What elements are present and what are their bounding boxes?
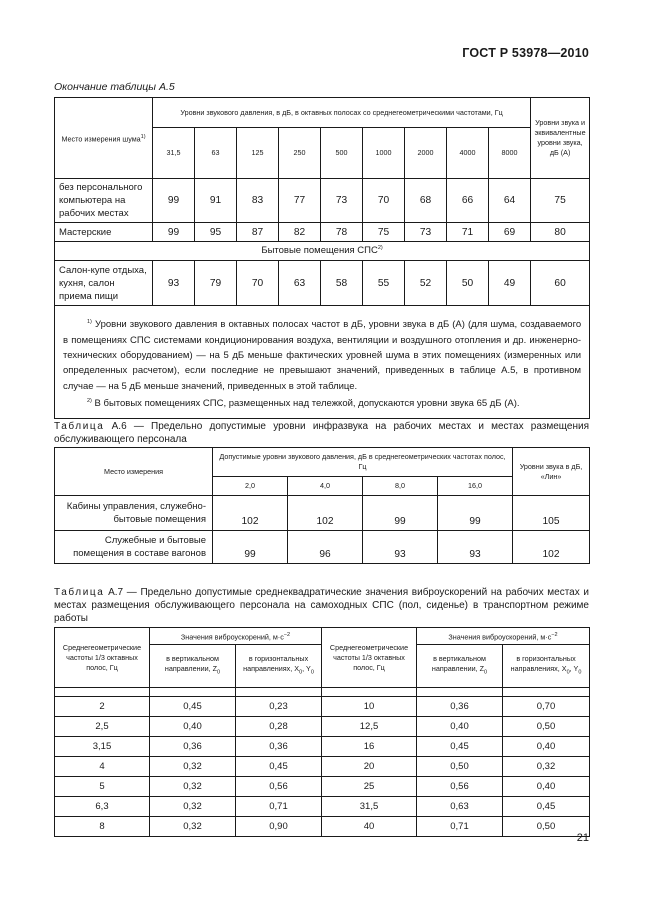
freq-cell: 31,5: [153, 128, 195, 179]
freq-cell: 250: [279, 128, 321, 179]
freq-cell: 2000: [405, 128, 447, 179]
row-label: Служебные и бытовые помещения в составе вагонов: [55, 531, 213, 564]
value-cell: 0,71: [236, 797, 322, 817]
value-cell: 82: [279, 223, 321, 242]
table-a7-caption: Таблица А.7 — Предельно допустимые среднеквадратические значения виброускорений на рабочих местах и местах размещения обслуживающего персонала на самоходных СПС (пол, сиденье) в транспортном режиме работы: [54, 587, 589, 624]
table-row: [55, 757, 590, 777]
value-cell: 99: [363, 496, 438, 531]
total-cell: 105: [513, 496, 590, 531]
freq-cell: 2,5: [55, 717, 150, 737]
table-a7-head-values-right: Значения виброускорений, $м\cdot с^{-2}$: [417, 628, 590, 645]
value-cell: 93: [363, 531, 438, 564]
value-cell: 49: [489, 261, 531, 306]
value-cell: 58: [321, 261, 363, 306]
value-cell: 91: [195, 179, 237, 223]
table-a7: [54, 627, 590, 837]
row-label: Мастерские: [55, 223, 153, 242]
value-cell: 0,40: [417, 717, 503, 737]
table-row: [55, 817, 590, 837]
table-a5: [54, 97, 590, 419]
table-row: [55, 797, 590, 817]
value-cell: 0,36: [236, 737, 322, 757]
value-cell: 0,56: [417, 777, 503, 797]
table-a7-head-horizontal: в горизонтальных направлениях, $X_0$, $Y_0$: [503, 645, 590, 688]
value-cell: 0,63: [417, 797, 503, 817]
equiv-cell: 60: [531, 261, 590, 306]
freq-cell: 8000: [489, 128, 531, 179]
value-cell: 0,45: [417, 737, 503, 757]
value-cell: 71: [447, 223, 489, 242]
value-cell: 73: [321, 179, 363, 223]
value-cell: 0,56: [236, 777, 322, 797]
table-a7-head-horizontal: в горизонтальных направлениях, $X_0$, $Y_0$: [236, 645, 322, 688]
value-cell: 78: [321, 223, 363, 242]
value-cell: 99: [153, 223, 195, 242]
value-cell: 102: [213, 496, 288, 531]
value-cell: 0,36: [150, 737, 236, 757]
value-cell: 50: [447, 261, 489, 306]
value-cell: 64: [489, 179, 531, 223]
freq-cell: 4,0: [288, 477, 363, 496]
value-cell: 0,45: [503, 797, 590, 817]
table-row: [55, 496, 590, 531]
value-cell: 0,36: [417, 697, 503, 717]
table-a6-caption: Таблица А.6 — Предельно допустимые уровни инфразвука на рабочих местах и местах размещения обслуживающего персонала: [54, 421, 590, 445]
value-cell: 0,45: [236, 757, 322, 777]
value-cell: 77: [279, 179, 321, 223]
value-cell: 0,40: [503, 737, 590, 757]
value-cell: 55: [363, 261, 405, 306]
value-cell: 0,50: [503, 717, 590, 737]
value-cell: 95: [195, 223, 237, 242]
freq-cell: 16: [322, 737, 417, 757]
value-cell: 70: [363, 179, 405, 223]
value-cell: 0,70: [503, 697, 590, 717]
table-row: [55, 261, 590, 306]
table-a6-head-total: Уровни звука в дБ, «Лин»: [513, 448, 590, 496]
freq-cell: 5: [55, 777, 150, 797]
row-label: без персонального компьютера на рабочих местах: [55, 179, 153, 223]
value-cell: 68: [405, 179, 447, 223]
table-a6: [54, 447, 590, 564]
freq-cell: 2,0: [213, 477, 288, 496]
freq-cell: 16,0: [438, 477, 513, 496]
freq-cell: 6,3: [55, 797, 150, 817]
freq-cell: 12,5: [322, 717, 417, 737]
table-a7-head-vertical: в вертикальном направлении, $Z_0$: [150, 645, 236, 688]
value-cell: 73: [405, 223, 447, 242]
table-a5-head-levels: Уровни звукового давления, в дБ, в октавных полосах со среднегеометрическими частотами, Гц: [153, 98, 531, 128]
freq-cell: 25: [322, 777, 417, 797]
value-cell: 79: [195, 261, 237, 306]
table-a7-head-values-left: Значения виброускорений, $м\cdot с^{-2}$: [150, 628, 322, 645]
standard-header: ГОСТ Р 53978—2010: [462, 46, 589, 60]
table-a7-head-freq-left: Среднегеометрические частоты 1/3 октавных полос, Гц: [55, 628, 150, 688]
value-cell: 83: [237, 179, 279, 223]
table-a6-head-levels: Допустимые уровни звукового давления, дБ в среднегеометрических частотах полос, Гц: [213, 448, 513, 477]
value-cell: 0,32: [150, 797, 236, 817]
freq-cell: 125: [237, 128, 279, 179]
value-cell: 69: [489, 223, 531, 242]
value-cell: 99: [438, 496, 513, 531]
table-a7-head-vertical: в вертикальном направлении, $Z_0$: [417, 645, 503, 688]
value-cell: 93: [153, 261, 195, 306]
table-row: [55, 223, 590, 242]
value-cell: 0,40: [503, 777, 590, 797]
equiv-cell: 80: [531, 223, 590, 242]
value-cell: 96: [288, 531, 363, 564]
value-cell: 0,40: [150, 717, 236, 737]
freq-cell: 1000: [363, 128, 405, 179]
freq-cell: 40: [322, 817, 417, 837]
footnote-1: $^{1)}$ Уровни звукового давления в октавных полосах частот в дБ, уровни звука в дБ (А) (для шума, создаваемого в помещениях СПС системами кондиционирования воздуха, вентиляции и воздушного отопления и др. инженерно-технических оборудованием) — на 5 дБ меньше фактических уровней шума в этих помещениях (измеренных или определенных расчетом), если последние не превышают значений, приведенных в таблице А.5, в противном случае — на 5 дБ меньше значений, приведенных в этой таблице.: [63, 319, 582, 392]
table-row: [55, 697, 590, 717]
value-cell: 0,71: [417, 817, 503, 837]
table-a6-head-place: Место измерения: [55, 448, 213, 496]
value-cell: 70: [237, 261, 279, 306]
value-cell: 93: [438, 531, 513, 564]
value-cell: 0,32: [150, 777, 236, 797]
freq-cell: 31,5: [322, 797, 417, 817]
freq-cell: 3,15: [55, 737, 150, 757]
value-cell: 0,32: [150, 757, 236, 777]
value-cell: 52: [405, 261, 447, 306]
value-cell: 0,50: [503, 817, 590, 837]
value-cell: 75: [363, 223, 405, 242]
table-row: [55, 777, 590, 797]
freq-cell: 20: [322, 757, 417, 777]
freq-cell: 4: [55, 757, 150, 777]
value-cell: 87: [237, 223, 279, 242]
table-row: [55, 179, 590, 223]
freq-cell: 8: [55, 817, 150, 837]
table-a5-head-equiv: Уровни звука и эквивалентные уровни звука, дБ (А): [531, 98, 590, 179]
freq-cell: 4000: [447, 128, 489, 179]
value-cell: 0,32: [150, 817, 236, 837]
table-row: [55, 737, 590, 757]
value-cell: 0,90: [236, 817, 322, 837]
freq-cell: 63: [195, 128, 237, 179]
table-notes: [55, 306, 590, 419]
table-row: [55, 717, 590, 737]
value-cell: 0,23: [236, 697, 322, 717]
table-a7-head-freq-right: Среднегеометрические частоты 1/3 октавных полос, Гц: [322, 628, 417, 688]
table-a5-head-place: Место измерения шума$^{1)}$: [55, 98, 153, 179]
value-cell: 0,45: [150, 697, 236, 717]
value-cell: 99: [153, 179, 195, 223]
row-label: Кабины управления, служебно-бытовые помещения: [55, 496, 213, 531]
value-cell: 99: [213, 531, 288, 564]
freq-cell: 2: [55, 697, 150, 717]
value-cell: 63: [279, 261, 321, 306]
table-row: [55, 531, 590, 564]
row-label: Салон-купе отдыха, кухня, салон приема пищи: [55, 261, 153, 306]
section-header: Бытовые помещения СПС$^{2)}$: [55, 242, 590, 261]
table-a5-caption: Окончание таблицы А.5: [54, 81, 175, 93]
freq-cell: 500: [321, 128, 363, 179]
value-cell: 0,28: [236, 717, 322, 737]
footnote-2: $^{2)}$ В бытовых помещениях СПС, размещенных над тележкой, допускаются уровни звука 65 дБ (А).: [87, 398, 520, 410]
value-cell: 0,32: [503, 757, 590, 777]
page-number: 21: [576, 832, 589, 844]
value-cell: 0,50: [417, 757, 503, 777]
equiv-cell: 75: [531, 179, 590, 223]
value-cell: 102: [288, 496, 363, 531]
freq-cell: 8,0: [363, 477, 438, 496]
freq-cell: 10: [322, 697, 417, 717]
total-cell: 102: [513, 531, 590, 564]
value-cell: 66: [447, 179, 489, 223]
